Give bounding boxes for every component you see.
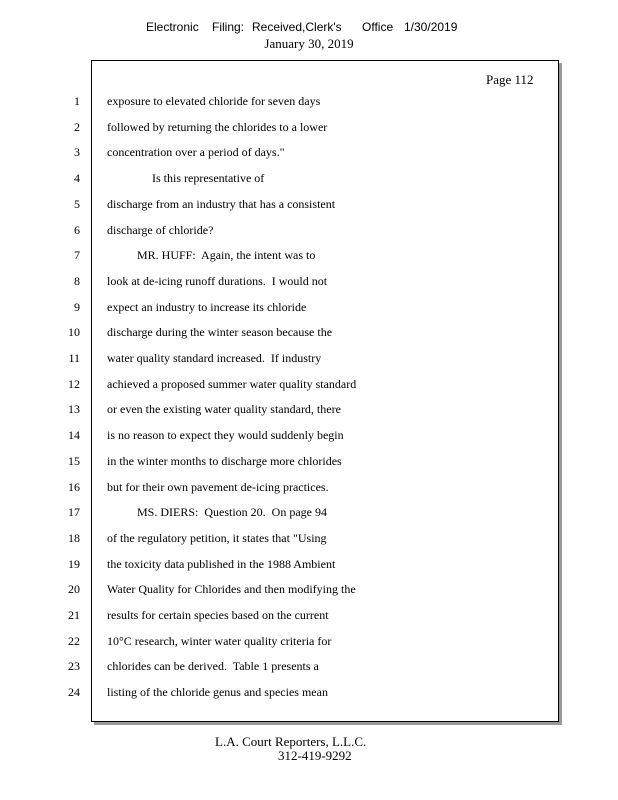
line-text: discharge of chloride? [107,223,214,237]
line-number: 12 [68,377,80,391]
line-number: 6 [74,223,80,237]
line-number: 17 [68,505,80,519]
line-number: 19 [68,557,80,571]
line-number: 22 [68,634,80,648]
line-text: Is this representative of [107,171,265,185]
line-text: Water Quality for Chlorides and then modifying the [107,582,356,596]
filing-received: Received,Clerk's [252,20,342,34]
line-number: 23 [68,659,80,673]
line-number: 7 [74,248,80,262]
line-number: 3 [74,145,80,159]
line-text: of the regulatory petition, it states that "Using [107,531,327,545]
line-number: 24 [68,685,80,699]
line-number: 21 [68,608,80,622]
line-number: 10 [68,325,80,339]
line-text: the toxicity data published in the 1988 Ambient [107,557,336,571]
line-text: water quality standard increased. If industry [107,351,322,365]
filing-filing: Filing: [212,20,245,34]
line-text: discharge from an industry that has a consistent [107,197,336,211]
line-text: is no reason to expect they would suddenly begin [107,428,344,442]
line-number: 4 [74,171,80,185]
transcript-date: January 30, 2019 [264,36,354,51]
filing-date: 1/30/2019 [404,20,458,34]
line-text: followed by returning the chlorides to a lower [107,120,328,134]
line-text: in the winter months to discharge more chlorides [107,454,342,468]
line-number: 9 [74,300,80,314]
line-number: 2 [74,120,80,134]
line-number: 13 [68,402,80,416]
line-number: 11 [68,351,80,365]
filing-office: Office [362,20,394,34]
line-text: 10°C research, winter water quality criteria for [107,634,332,648]
line-text: look at de-icing runoff durations. I would not [107,274,328,288]
line-number: 20 [68,582,80,596]
page-number: Page 112 [486,72,534,87]
line-text: MS. DIERS: Question 20. On page 94 [107,505,327,519]
line-text: concentration over a period of days." [107,145,285,159]
line-number: 16 [68,480,80,494]
line-text: achieved a proposed summer water quality standard [107,377,357,391]
line-number: 8 [74,274,80,288]
filing-electronic: Electronic [146,20,199,34]
line-number: 5 [74,197,80,211]
line-text: exposure to elevated chloride for seven days [107,94,321,108]
line-number: 18 [68,531,80,545]
line-text: listing of the chloride genus and species mean [107,685,328,699]
line-text: expect an industry to increase its chloride [107,300,307,314]
line-text: MR. HUFF: Again, the intent was to [107,248,316,262]
line-text: chlorides can be derived. Table 1 presents a [107,659,319,673]
line-number: 14 [68,428,80,442]
line-text: or even the existing water quality standard, there [107,402,341,416]
footer-phone: 312-419-9292 [278,748,352,763]
line-text: but for their own pavement de-icing practices. [107,480,329,494]
line-number: 1 [74,94,80,108]
footer-company: L.A. Court Reporters, L.L.C. [215,734,367,749]
line-text: results for certain species based on the current [107,608,329,622]
line-number: 15 [68,454,80,468]
line-text: discharge during the winter season because the [107,325,333,339]
